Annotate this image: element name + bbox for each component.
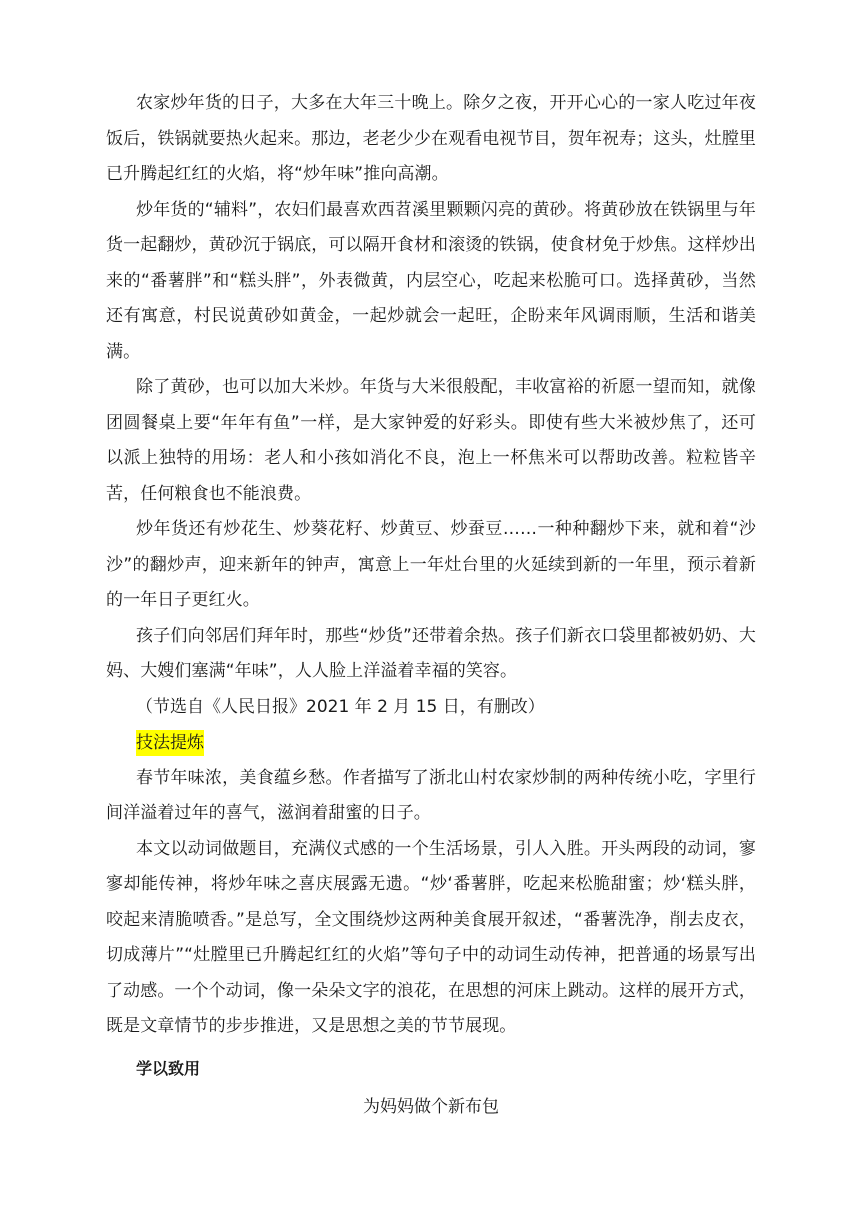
technique-label-line [106,725,756,761]
article-paragraph-5: 孩子们向邻居们拜年时，那些“炒货”还带着余热。孩子们新衣口袋里都被奶奶、大妈、大嫂们塞满“年味”，人人脸上洋溢着幸福的笑容。 [106,625,756,681]
technique-paragraph-2: 本文以动词做题目，充满仪式感的一个生活场景，引人入胜。开头两段的动词，寥寥却能传神，将炒年味之喜庆展露无遗。“炒‘番薯胖，吃起来松脆甜蜜；炒‘糕头胖，咬起来清脆喷香。”是总写，全文围绕炒这两种美食展开叙述，“番薯洗净，削去皮衣，切成薄片”“灶膛里已升腾起红红的火焰”等句子中的动词生动传神，把普通的场景写出了动感。一个个动词，像一朵朵文字的浪花，在思想的河床上跳动。这样的展开方式，既是文章情节的步步推进，又是思想之美的节节展现。 [106,838,756,1036]
source-citation: （节选自《人民日报》2021 年 2 月 15 日，有删改） [136,696,545,717]
essay-title: 为妈妈做个新布包 [363,1097,499,1117]
document-page [106,86,756,1126]
technique-label: 技法提炼 [136,730,204,756]
apply-heading: 学以致用 [136,1058,201,1078]
technique-paragraph-1: 春节年味浓，美食蕴乡愁。作者描写了浙北山村农家炒制的两种传统小吃，字里行间洋溢着过年的喜气，滋润着甜蜜的日子。 [106,767,756,823]
article-paragraph-4: 炒年货还有炒花生、炒葵花籽、炒黄豆、炒蚕豆……一种种翻炒下来，就和着“沙沙”的翻炒声，迎来新年的钟声，寓意上一年灶台里的火延续到新的一年里，预示着新的一年日子更红火。 [106,519,756,610]
article-paragraph-3: 除了黄砂，也可以加大米炒。年货与大米很般配，丰收富裕的祈愿一望而知，就像团圆餐桌上要“年年有鱼”一样，是大家钟爱的好彩头。即使有些大米被炒焦了，还可以派上独特的用场：老人和小孩如消化不良，泡上一杯焦米可以帮助改善。粒粒皆辛苦，任何粮食也不能浪费。 [106,377,756,504]
article-paragraph-2: 炒年货的“辅料”，农妇们最喜欢西苕溪里颗颗闪亮的黄砂。将黄砂放在铁锅里与年货一起翻炒，黄砂沉于锅底，可以隔开食材和滚烫的铁锅，使食材免于炒焦。这样炒出来的“番薯胖”和“糕头胖”，外表微黄，内层空心，吃起来松脆可口。选择黄砂，当然还有寓意，村民说黄砂如黄金，一起炒就会一起旺，企盼来年风调雨顺，生活和谐美满。 [106,199,756,362]
article-paragraph-1: 农家炒年货的日子，大多在大年三十晚上。除夕之夜，开开心心的一家人吃过年夜饭后，铁锅就要热火起来。那边，老老少少在观看电视节目，贺年祝寿；这头，灶膛里已升腾起红红的火焰，将“炒年味”推向高潮。 [106,93,756,184]
